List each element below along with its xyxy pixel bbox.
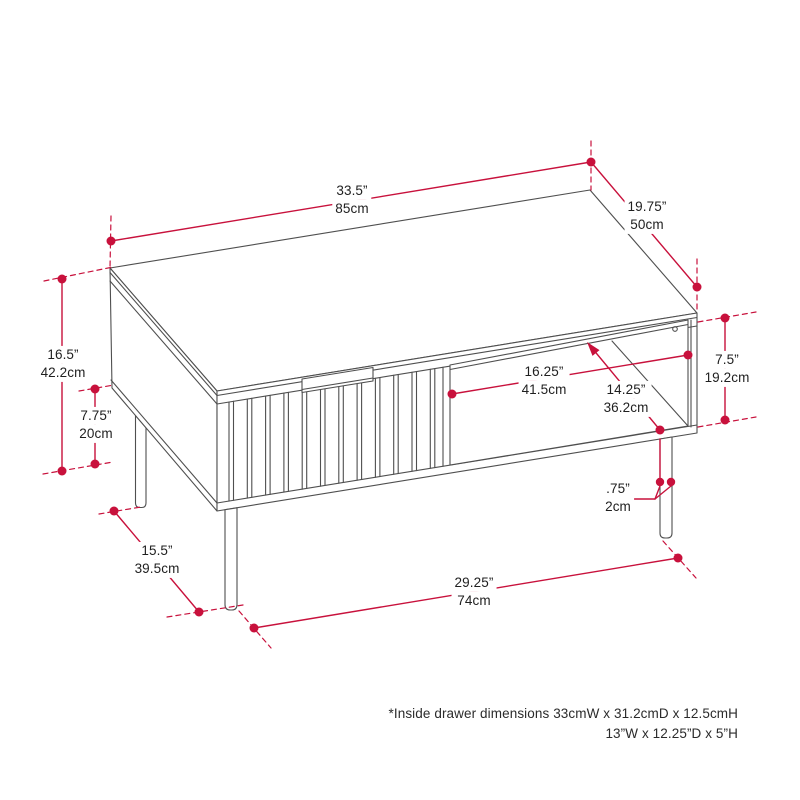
dim-inches: 7.5” — [702, 351, 753, 369]
dim-inches: 16.5” — [38, 346, 89, 364]
footnote-line1: *Inside drawer dimensions 33cmW x 31.2cmD x 12.5cmH — [388, 706, 738, 721]
dim-inches: 29.25” — [452, 574, 497, 592]
dim-inches: 14.25” — [601, 381, 652, 399]
table-leg-back-left — [136, 416, 147, 508]
dim-cm: 41.5cm — [519, 381, 570, 399]
dim-cm: 20cm — [76, 425, 115, 443]
dim-inches: 15.5” — [132, 542, 183, 560]
dim-cm: 74cm — [452, 592, 497, 610]
dim-inches: 16.25” — [519, 363, 570, 381]
dim-cm: 39.5cm — [132, 560, 183, 578]
dim-cm: 85cm — [332, 200, 371, 218]
footnote-line2: 13”W x 12.25”D x 5”H — [605, 726, 738, 741]
dim-cm: 42.2cm — [38, 364, 89, 382]
dim-inches: .75” — [602, 480, 634, 498]
dim-inches: 33.5” — [332, 182, 371, 200]
table-leg-front-left — [225, 508, 237, 610]
dim-inches: 7.75” — [76, 407, 115, 425]
dim-inches: 19.75” — [625, 198, 670, 216]
drawer-footnote — [389, 704, 738, 744]
dim-cm: 19.2cm — [702, 369, 753, 387]
dim-cm: 2cm — [602, 498, 634, 516]
coffee-table-drawing — [110, 190, 697, 610]
dim-cm: 36.2cm — [601, 399, 652, 417]
dim-cm: 50cm — [625, 216, 670, 234]
